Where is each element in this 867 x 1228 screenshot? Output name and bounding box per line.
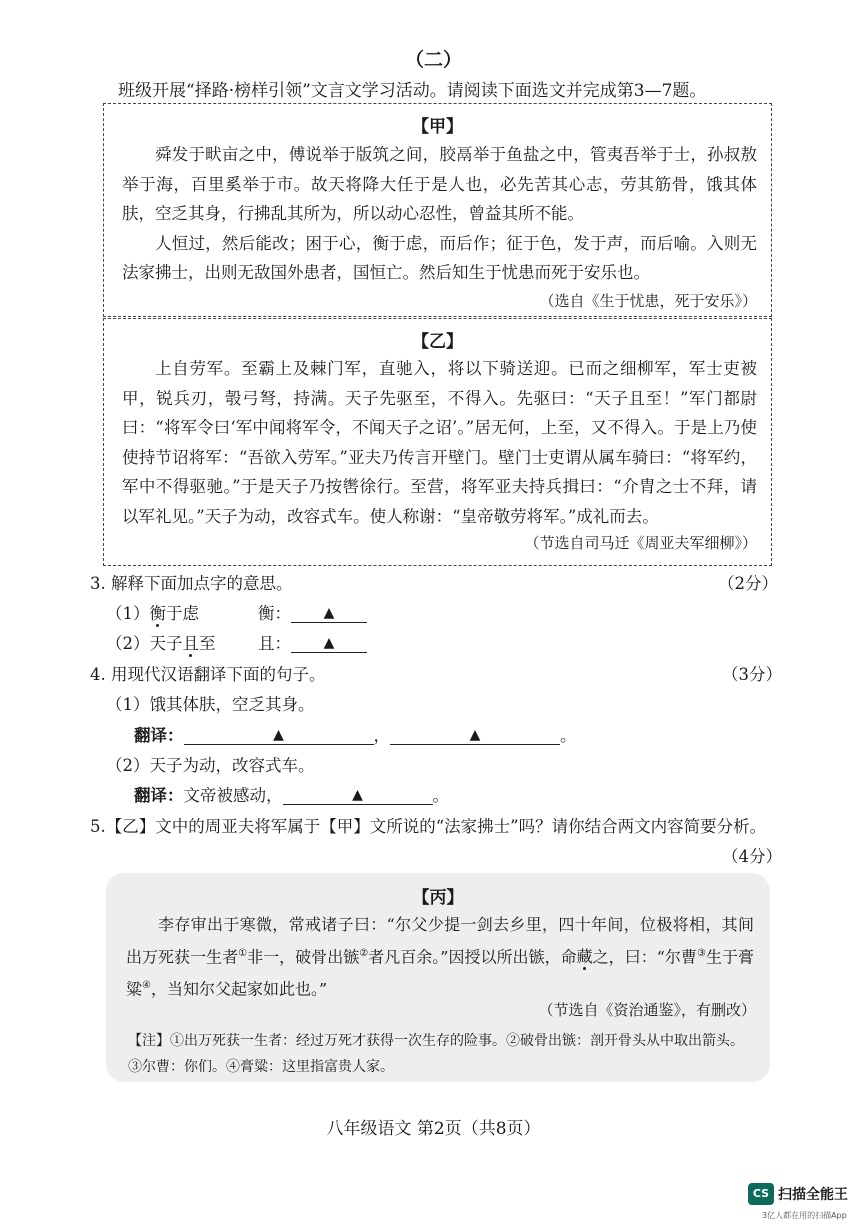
phrase-post: 至 — [199, 634, 216, 653]
answer-blank[interactable] — [283, 786, 433, 805]
passage-jia-paragraph-1: 舜发于畎亩之中，傅说举于版筑之间，胶鬲举于鱼盐之中，管夷吾举于士，孙叔敖举于海，百里奚举于市。故天将降大任于是人也，必先苦其心志，劳其筋骨，饿其体肤，空乏其身，行拂乱其所为，所以动心忍性，曾益其所不能。 — [122, 145, 757, 223]
text-segment: 之，曰：“尔曹 — [592, 947, 697, 967]
separator: ， — [373, 726, 390, 745]
text-segment: 非一，破骨出镞 — [247, 947, 360, 967]
question-5-points: （4分） — [722, 847, 782, 866]
passage-jia-paragraph-2: 人恒过，然后能改；困于心，衡于虑，而后作；征于色，发于声，而后喻。入则无法家拂士，出则无敌国外患者，国恒亡。然后知生于忧患而死于安乐也。 — [122, 233, 757, 282]
translation-label: 翻译： — [134, 786, 184, 805]
question-4-item-1: （1）饿其体肤，空乏其身。 — [106, 695, 315, 714]
page-footer: 八年级语文 第2页（共8页） — [326, 1119, 541, 1139]
item-number: （2） — [106, 634, 150, 653]
footnote-marker: ③ — [696, 948, 706, 959]
answer-triangle-icon: ▲ — [352, 787, 363, 803]
translation-label: 翻译： — [134, 726, 184, 745]
question-4-points: （3分） — [722, 665, 782, 684]
end-mark: 。 — [432, 786, 449, 805]
scanner-tagline: 3亿人都在用的扫描App — [762, 1211, 847, 1220]
question-4-answer-1 — [134, 722, 577, 746]
text-segment: 生于膏粱 — [126, 947, 754, 999]
passage-bing-source: （节选自《资治通鉴》，有删改） — [538, 1001, 756, 1019]
question-3-answer-2 — [258, 630, 367, 654]
activity-intro: 班级开展“择路·榜样引领”文言文学习活动。请阅读下面选文并完成第3—7题。 — [118, 81, 707, 101]
phrase-pre: 天子 — [149, 634, 183, 653]
passage-yi-box — [103, 318, 772, 566]
dotted-character: 藏 — [576, 947, 593, 967]
question-4-stem: 4. 用现代汉语翻译下面的句子。 — [90, 665, 326, 684]
question-3-item-2 — [106, 630, 216, 654]
question-3-answer-1 — [258, 600, 367, 624]
passage-bing-text — [126, 910, 754, 1004]
answer-label: 衡： — [258, 604, 291, 623]
passage-jia-text — [122, 140, 757, 288]
given-translation: 文帝被感动， — [183, 786, 283, 805]
passage-yi-text — [122, 354, 757, 531]
passage-yi-source: （节选自司马迁《周亚夫军细柳》） — [524, 534, 757, 552]
question-5-stem: 5.【乙】文中的周亚夫将军属于【甲】文所说的“法家拂士”吗？请你结合两文内容简要分析。 — [90, 817, 767, 836]
dotted-character: 衡 — [149, 604, 166, 623]
text-segment: 者凡百余。”因授以所出镞，命 — [368, 947, 577, 967]
answer-blank[interactable] — [291, 634, 367, 653]
answer-triangle-icon: ▲ — [469, 727, 481, 743]
dotted-character: 且 — [182, 634, 199, 653]
end-mark: 。 — [560, 726, 577, 745]
scanner-app-name: 扫描全能王 — [778, 1187, 848, 1203]
item-number: （1） — [106, 604, 150, 623]
passage-bing-paragraph — [126, 910, 754, 1004]
answer-label: 且： — [258, 634, 291, 653]
answer-triangle-icon: ▲ — [323, 605, 335, 621]
passage-bing-footnotes: 【注】①出万死获一生者：经过万死才获得一次生存的险事。②破骨出镞：剖开骨头从中取出箭头。③尔曹：你们。④膏粱：这里指富贵人家。 — [128, 1033, 744, 1075]
answer-blank[interactable] — [184, 726, 374, 745]
answer-triangle-icon: ▲ — [323, 635, 335, 651]
question-3-item-1 — [106, 600, 199, 624]
footnote-marker: ② — [359, 948, 369, 959]
passage-jia-box — [103, 103, 772, 317]
passage-yi-paragraph: 上自劳军。至霸上及棘门军，直驰入，将以下骑送迎。已而之细柳军，军士吏被甲，锐兵刃，彀弓弩，持满。天子先驱至，不得入。先驱曰：“天子且至！”军门都尉曰：“将军令曰‘军中闻将军令，不闻天子之诏’。”居无何，上至，又不得入。于是上乃使使持节诏将军：“吾欲入劳军。”亚夫乃传言开壁门。壁门士吏谓从属车骑曰：“将军约，军中不得驱驰。”于是天子乃按辔徐行。至营，将军亚夫持兵揖曰：“介胄之士不拜，请以军礼见。”天子为动，改容式车。使人称谢：“皇帝敬劳将军。”成礼而去。 — [122, 359, 757, 526]
passage-jia-heading: 【甲】 — [412, 117, 463, 137]
passage-jia-source: （选自《生于忧患，死于安乐》） — [539, 292, 757, 310]
answer-blank[interactable] — [390, 726, 560, 745]
text-segment: ，当知尔父起家如此也。” — [150, 979, 328, 999]
camscanner-logo-icon: CS — [748, 1183, 774, 1205]
answer-triangle-icon: ▲ — [273, 727, 284, 743]
text-segment: 李存审出于寒微，常戒诸子曰：“尔父少提一剑去乡里，四十年间，位极将相，其间出万死获一生者 — [126, 915, 754, 967]
question-3-points: （2分） — [718, 574, 778, 593]
section-title: （二） — [404, 49, 462, 71]
passage-bing-heading: 【丙】 — [412, 888, 464, 908]
question-4-answer-2 — [134, 782, 449, 806]
scanner-watermark — [748, 1183, 848, 1220]
passage-yi-heading: 【乙】 — [412, 332, 463, 352]
footnote-marker: ① — [238, 948, 248, 959]
question-4-item-2: （2）天子为动，改容式车。 — [106, 756, 315, 775]
passage-bing-panel — [106, 873, 770, 1082]
footnote-marker: ④ — [142, 980, 151, 992]
question-3-stem: 3. 解释下面加点字的意思。 — [90, 574, 293, 593]
phrase-post: 于虑 — [166, 604, 199, 623]
answer-blank[interactable] — [291, 604, 367, 623]
